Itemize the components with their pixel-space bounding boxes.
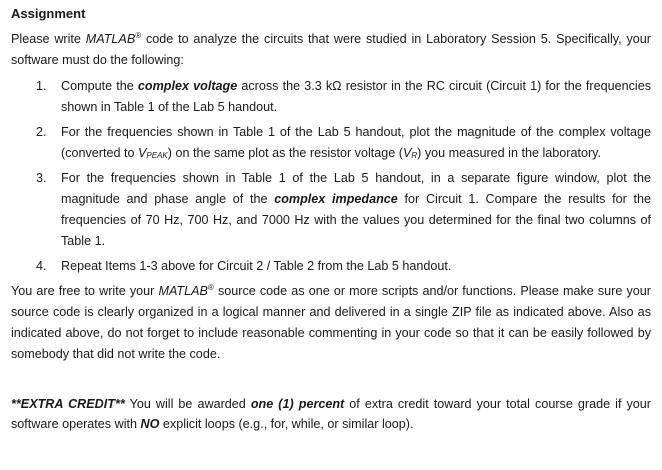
intro-text-2: code to analyze the circuits that were studied in Laboratory Session 5. Specifically, your software must do the following: — [11, 32, 651, 67]
item-2-v1-subscript: PEAK — [146, 151, 168, 160]
item-3-emphasis: complex impedance — [274, 192, 398, 206]
extra-text-1: You will be awarded — [124, 397, 251, 411]
list-number: 4. — [36, 259, 47, 273]
item-2-v2-subscript: R — [411, 151, 418, 160]
extra-text-3: explicit loops (e.g., for, while, or similar loop). — [159, 417, 414, 431]
closing-matlab: MATLAB — [158, 284, 208, 298]
requirements-list — [11, 76, 651, 277]
item-3-text-a: For the frequencies shown in Table 1 of the Lab 5 handout, in a separate figure window, plot the magnitude and phase angle of the — [61, 171, 651, 206]
list-number: 1. — [36, 79, 47, 93]
item-4-text: Repeat Items 1-3 above for Circuit 2 / Table 2 from the Lab 5 handout. — [61, 259, 452, 273]
closing-paragraph — [11, 281, 651, 365]
list-number: 3. — [36, 171, 47, 185]
item-2-text-b: ) on the same plot as the resistor voltage ( — [167, 146, 403, 160]
extra-credit-paragraph — [11, 394, 651, 434]
item-2-text-c: ) you measured in the laboratory. — [417, 146, 602, 160]
item-2-text-a: For the frequencies shown in Table 1 of the Lab 5 handout, plot the magnitude of the complex voltage (converted to — [61, 125, 651, 160]
extra-emphasis-percent: one (1) percent — [250, 397, 345, 411]
item-1-emphasis: complex voltage — [137, 79, 238, 93]
list-item-2 — [11, 122, 651, 164]
closing-text-2: source code as one or more scripts and/or functions. Please make sure your source code is clearly organized in a logical manner and delivered in a single ZIP file as indicated above. Also as indicated above, do not forget to include reasonable commenting in your code so that it can be easily followed by somebody that did not write the code. — [11, 284, 651, 361]
list-number: 2. — [36, 125, 47, 139]
item-2-v2: V — [402, 146, 412, 160]
list-item-3 — [11, 168, 651, 252]
extra-credit-label: **EXTRA CREDIT** — [11, 397, 125, 411]
item-2-v1: V — [138, 146, 147, 160]
intro-paragraph — [11, 29, 651, 71]
extra-text-2: of extra credit toward your total course grade if your software operates with — [11, 397, 651, 431]
intro-registered-mark: ® — [135, 30, 142, 40]
intro-matlab: MATLAB — [85, 32, 136, 46]
item-3-text-b: for Circuit 1. Compare the results for the frequencies of 70 Hz, 700 Hz, and 7000 Hz with the values you determined for the final two columns of Table 1. — [61, 192, 651, 248]
assignment-document — [11, 5, 651, 434]
item-1-text-a: Compute the — [61, 79, 138, 93]
list-item-1 — [11, 76, 651, 118]
intro-text-1: Please write — [11, 32, 86, 46]
closing-registered-mark: ® — [207, 282, 214, 292]
item-1-text-b: across the 3.3 kΩ resistor in the RC circuit (Circuit 1) for the frequencies shown in Table 1 of the Lab 5 handout. — [61, 79, 651, 114]
section-heading: Assignment — [11, 6, 86, 21]
extra-emphasis-no: NO — [140, 417, 160, 431]
list-item-4 — [11, 256, 651, 277]
closing-text-1: You are free to write your — [11, 284, 159, 298]
item-2-vpeak — [138, 146, 168, 160]
item-2-vr — [403, 146, 417, 160]
